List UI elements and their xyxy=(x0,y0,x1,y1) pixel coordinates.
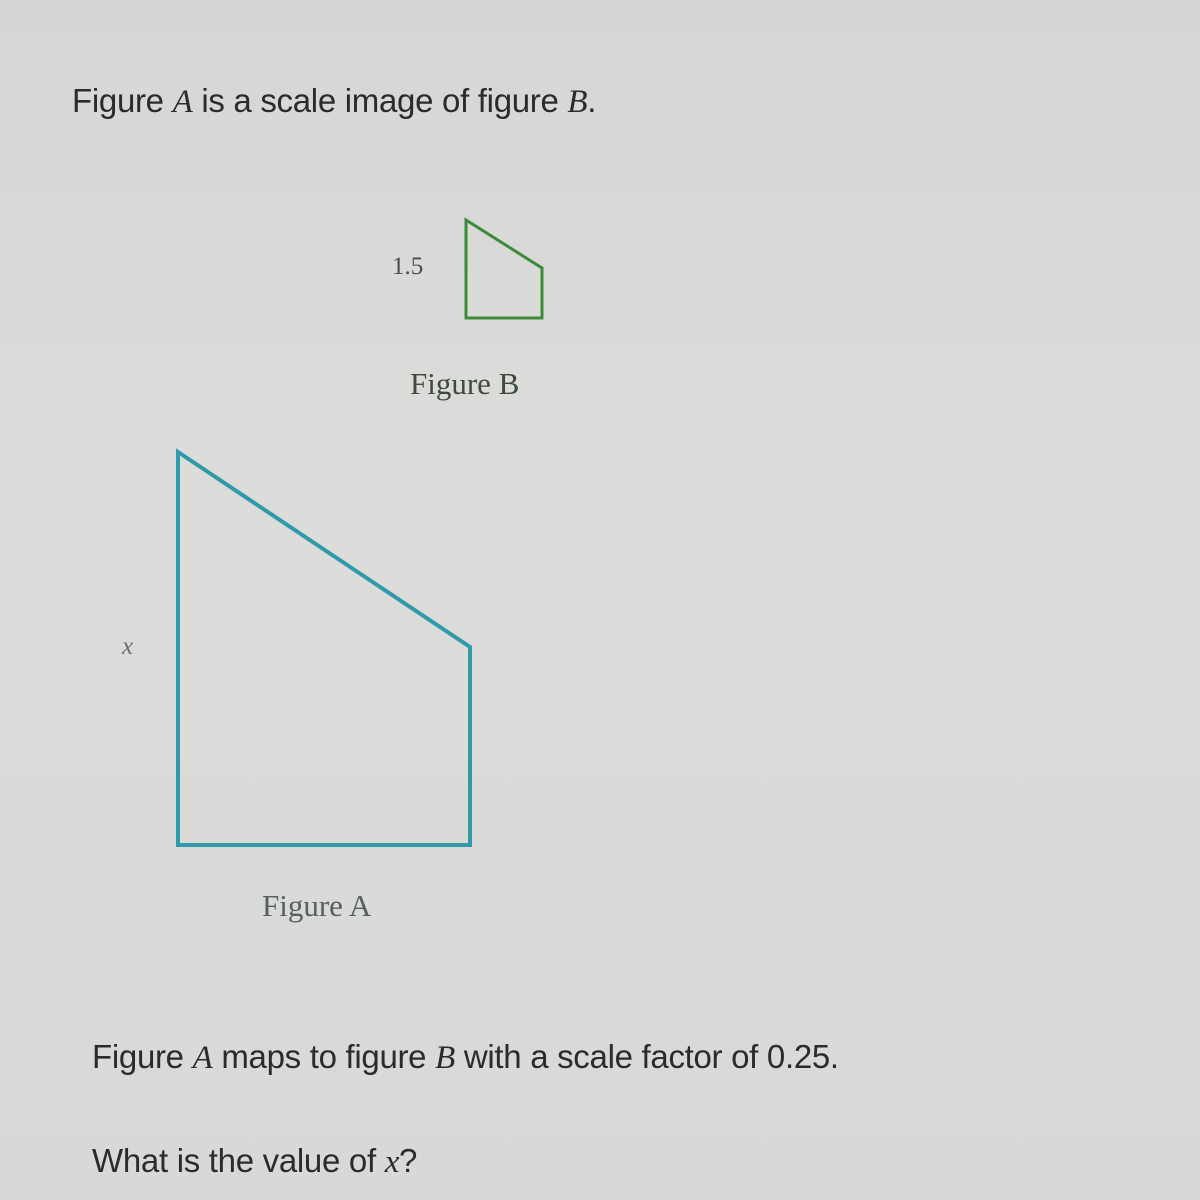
figure-b-shape xyxy=(466,220,542,318)
scale-var-b: B xyxy=(435,1040,455,1076)
scale-text-2: maps to figure xyxy=(212,1038,436,1075)
intro-text-2: is a scale image of figure xyxy=(192,82,568,119)
figure-b-side-label: 1.5 xyxy=(392,253,424,280)
question-var-x: x xyxy=(384,1144,400,1180)
figure-a-side-label: x xyxy=(122,633,134,660)
figure-a-shape xyxy=(178,452,470,845)
question-text-2: ? xyxy=(399,1142,418,1179)
question-text-1: What is the value of xyxy=(92,1142,385,1179)
figure-a-caption: Figure A xyxy=(262,888,372,923)
intro-var-a: A xyxy=(172,84,193,120)
scale-text-3: with a scale factor of 0.25. xyxy=(454,1038,839,1075)
figure-b-caption: Figure B xyxy=(410,366,520,401)
intro-text-1: Figure xyxy=(72,82,173,119)
scale-factor-statement xyxy=(92,1038,839,1077)
intro-var-b: B xyxy=(567,84,588,120)
scale-text-1: Figure xyxy=(92,1038,193,1075)
question-prompt xyxy=(92,1142,417,1181)
scale-var-a: A xyxy=(192,1040,213,1076)
intro-text-3: . xyxy=(587,82,597,119)
